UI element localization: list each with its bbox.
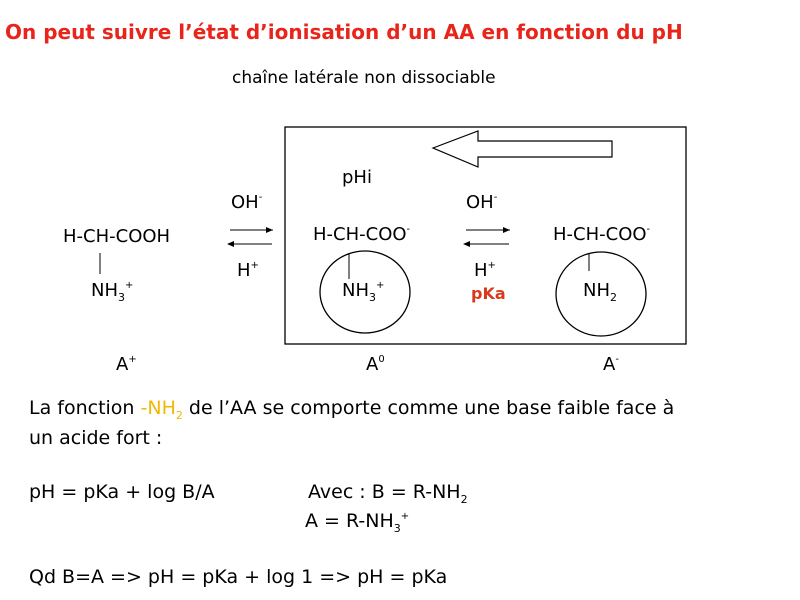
species-left-label: A+: [116, 354, 137, 375]
phi-label: pHi: [342, 167, 372, 188]
eq2-forward-head: [503, 227, 510, 233]
nh2-highlight: $-NH_2$: [140, 397, 183, 422]
eq2-bottom-label: H+: [474, 260, 496, 281]
eq2-top-label: OH-: [466, 192, 498, 213]
text-line-2: un acide fort :: [29, 427, 163, 449]
formula-avec: Avec : $B = R-NH_2$: [308, 481, 468, 506]
eq1-bottom-label: H+: [237, 260, 259, 281]
species-right-formula: H-CH-COO-: [553, 224, 651, 245]
conclusion-line: Qd B=A => pH = pKa + log 1 => pH = pKa: [29, 566, 448, 588]
species-mid-formula: H-CH-COO-: [313, 224, 411, 245]
slide-subtitle: chaîne latérale non dissociable: [232, 68, 496, 88]
eq2-pka-label: pKa: [471, 284, 506, 303]
eq1-reverse-head: [227, 241, 234, 247]
formula-main: pH = pKa + log B/A: [29, 481, 215, 503]
species-mid-amine: $NH_3^+$: [342, 280, 385, 304]
eq1-forward-head: [266, 227, 273, 233]
species-right-label: A-: [603, 354, 619, 375]
left-arrow-icon: [433, 131, 612, 167]
species-left-amine: $NH_3^+$: [91, 280, 134, 304]
eq1-top-label: OH-: [231, 192, 263, 213]
eq2-reverse-head: [463, 241, 470, 247]
species-right-amine: $NH_2$: [583, 280, 617, 304]
species-left-formula: H-CH-COOH: [63, 226, 171, 247]
slide-title: On peut suivre l’état d’ionisation d’un AA en fonction du pH: [5, 20, 683, 44]
text-line-1: La fonction $-NH_2$ de l’AA se comporte comme une base faible face à: [29, 397, 675, 422]
formula-a-eq: $A = R-NH_3^+$: [305, 510, 410, 535]
species-mid-label: $A^0$: [366, 354, 385, 375]
